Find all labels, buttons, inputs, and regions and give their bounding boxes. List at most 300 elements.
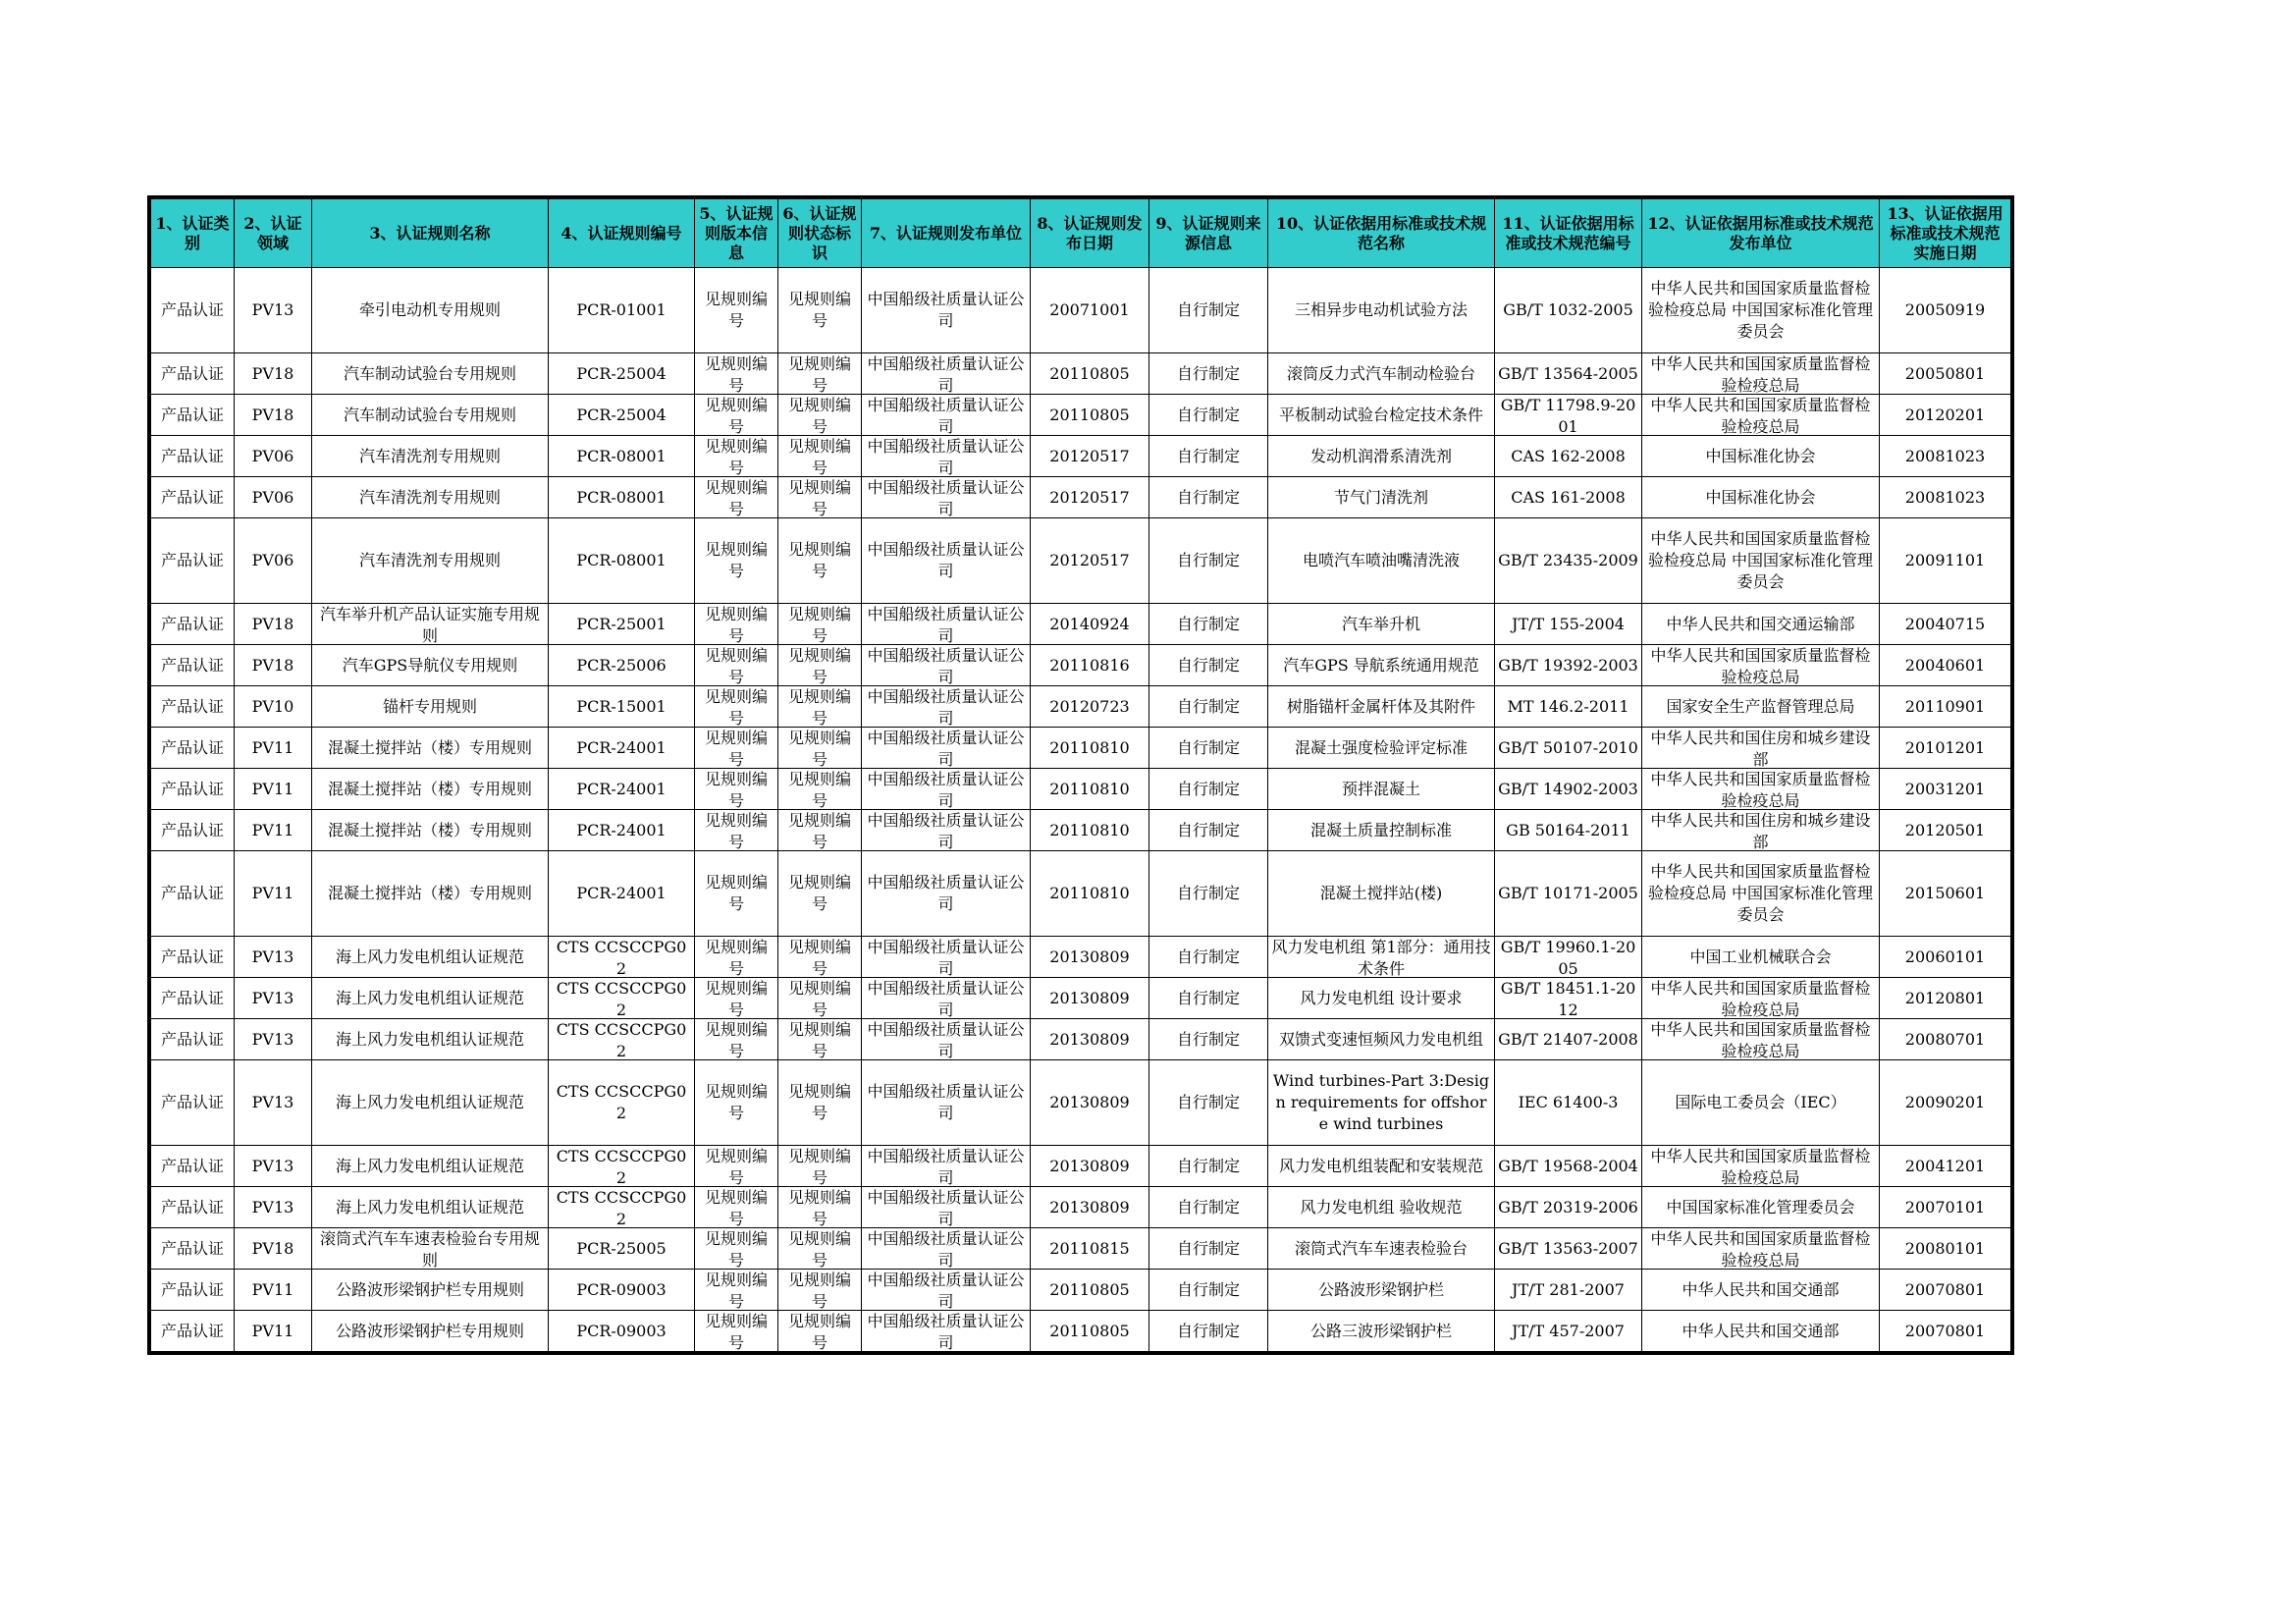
table-cell (862, 810, 1031, 851)
cell-text: 发动机润滑系清洗剂 (1309, 446, 1452, 465)
cell-text: 公路波形梁钢护栏专用规则 (335, 1321, 524, 1340)
table-cell (695, 1187, 778, 1228)
cell-text: 汽车制动试验台专用规则 (343, 405, 516, 424)
table-cell (312, 810, 549, 851)
table-cell (1268, 436, 1495, 477)
table-cell (695, 604, 778, 645)
cell-text: 产品认证 (160, 1279, 224, 1299)
cell-text: 自行制定 (1176, 884, 1240, 902)
cell-text: 20101201 (1904, 737, 1986, 757)
table-cell (312, 1270, 549, 1311)
cell-text: 海上风力发电机组认证规范 (335, 1093, 524, 1111)
cell-text: 自行制定 (1176, 737, 1240, 757)
table-cell (235, 518, 312, 604)
cell-text: 见规则编号 (787, 1020, 851, 1059)
cell-text: 海上风力发电机组认证规范 (335, 1197, 524, 1217)
cell-text: 汽车清洗剂专用规则 (358, 446, 501, 465)
cell-text: 公路波形梁钢护栏 (1317, 1279, 1444, 1299)
cell-text: 自行制定 (1176, 363, 1240, 383)
cell-text: 见规则编号 (704, 729, 768, 768)
cell-text: 中国船级社质量认证公司 (867, 478, 1025, 517)
cell-text: 中华人民共和国住房和城乡建设部 (1650, 811, 1871, 850)
table-row (151, 1146, 2011, 1187)
table-cell (778, 604, 862, 645)
cell-text: 自行制定 (1176, 779, 1240, 798)
cell-text: PV11 (251, 1279, 294, 1299)
table-cell (549, 937, 695, 978)
cell-text: 产品认证 (160, 947, 224, 966)
table-cell (312, 978, 549, 1019)
table-cell (151, 851, 235, 937)
table-cell (778, 1228, 862, 1270)
cell-text: CTS CCSCCPG02 (556, 1082, 687, 1122)
table-cell (1880, 1019, 2011, 1060)
table-cell (1495, 1270, 1642, 1311)
cell-text: 中华人民共和国国家质量监督检验检疫总局 (1650, 979, 1871, 1018)
table-cell (695, 1146, 778, 1187)
cell-text: 20041201 (1904, 1156, 1986, 1175)
cell-text: PV13 (251, 300, 294, 319)
table-row (151, 604, 2011, 645)
table-cell (151, 810, 235, 851)
table-row (151, 851, 2011, 937)
header-cell: 10、认证依据用标准或技术规范名称 (1268, 199, 1495, 268)
cell-text: GB/T 13563-2007 (1498, 1238, 1638, 1258)
table-cell (862, 978, 1031, 1019)
cell-text: 见规则编号 (704, 1020, 768, 1059)
table-cell (549, 518, 695, 604)
table-cell (312, 1187, 549, 1228)
table-cell (1495, 686, 1642, 728)
table-cell (1495, 769, 1642, 810)
header-cell: 6、认证规则状态标识 (778, 199, 862, 268)
cell-text: 见规则编号 (787, 1271, 851, 1310)
header-cell: 12、认证依据用标准或技术规范发布单位 (1642, 199, 1880, 268)
table-cell (235, 769, 312, 810)
table-cell (235, 978, 312, 1019)
cell-text: 中国标准化协会 (1705, 487, 1816, 507)
cell-text: 混凝土搅拌站（楼）专用规则 (327, 884, 532, 902)
cell-text: 自行制定 (1176, 551, 1240, 569)
table-cell (312, 728, 549, 769)
table-cell (695, 436, 778, 477)
table-cell (862, 728, 1031, 769)
cell-text: 产品认证 (160, 884, 224, 902)
table-cell (549, 978, 695, 1019)
table-cell (1495, 1228, 1642, 1270)
cell-text: 20120501 (1904, 820, 1986, 839)
table-cell (151, 518, 235, 604)
cell-text: 见规则编号 (704, 478, 768, 517)
cell-text: 20091101 (1904, 551, 1986, 569)
table-cell (695, 851, 778, 937)
table-cell (1642, 1228, 1880, 1270)
table-cell (695, 395, 778, 436)
cell-text: GB/T 11798.9-2001 (1500, 396, 1636, 435)
table-cell (1495, 1187, 1642, 1228)
table-cell (1268, 978, 1495, 1019)
cell-text: GB/T 10171-2005 (1498, 884, 1638, 902)
table-cell (549, 395, 695, 436)
cell-text: 产品认证 (160, 551, 224, 569)
cell-text: 公路波形梁钢护栏专用规则 (335, 1279, 524, 1299)
table-cell (1031, 1019, 1149, 1060)
cell-text: 牵引电动机专用规则 (358, 300, 501, 319)
cell-text: PV11 (251, 737, 294, 757)
table-cell (1642, 810, 1880, 851)
table-cell (1268, 395, 1495, 436)
table-cell (312, 518, 549, 604)
table-cell (1031, 851, 1149, 937)
cell-text: 中华人民共和国国家质量监督检验检疫总局 中国国家标准化管理委员会 (1647, 862, 1874, 924)
cell-text: 中国船级社质量认证公司 (867, 1312, 1025, 1351)
cell-text: PV13 (251, 1156, 294, 1175)
table-cell (778, 395, 862, 436)
table-cell (1031, 1311, 1149, 1352)
cell-text: 混凝土搅拌站(楼) (1319, 884, 1443, 902)
cell-text: 20150601 (1904, 884, 1986, 902)
table-body (151, 268, 2011, 1352)
table-cell (1031, 518, 1149, 604)
table-cell (549, 268, 695, 353)
table-cell (695, 810, 778, 851)
cell-text: 产品认证 (160, 696, 224, 716)
cell-text: 见规则编号 (704, 1147, 768, 1186)
table-cell (1642, 395, 1880, 436)
cell-text: 产品认证 (160, 779, 224, 798)
cell-text: 自行制定 (1176, 1156, 1240, 1175)
cell-text: 见规则编号 (704, 979, 768, 1018)
cell-text: PCR-25001 (576, 614, 667, 633)
cell-text: PV06 (251, 551, 294, 569)
table-cell (778, 728, 862, 769)
cell-text: 20120517 (1049, 446, 1130, 465)
table-cell (1495, 436, 1642, 477)
table-cell (235, 1060, 312, 1146)
table-row (151, 1187, 2011, 1228)
cell-text: PV06 (251, 446, 294, 465)
cell-text: CTS CCSCCPG02 (556, 1020, 687, 1059)
cell-text: PV13 (251, 947, 294, 966)
cell-text: PCR-24001 (576, 737, 667, 757)
table-cell (1268, 851, 1495, 937)
header-cell: 1、认证类别 (151, 199, 235, 268)
table-cell (1642, 268, 1880, 353)
cell-text: 20031201 (1904, 779, 1986, 798)
cell-text: 锚杆专用规则 (382, 696, 477, 716)
cell-text: 20110816 (1049, 655, 1130, 675)
header-cell: 9、认证规则来源信息 (1149, 199, 1268, 268)
cell-text: PCR-08001 (576, 487, 667, 507)
cell-text: GB/T 1032-2005 (1503, 300, 1633, 319)
table-cell (1880, 686, 2011, 728)
cell-text: 20050919 (1904, 300, 1986, 319)
table-cell (1149, 728, 1268, 769)
cell-text: 自行制定 (1176, 1029, 1240, 1049)
cell-text: 见规则编号 (704, 290, 768, 330)
cell-text: 滚筒式汽车车速表检验台 (1294, 1238, 1468, 1258)
cell-text: 见规则编号 (787, 1188, 851, 1227)
cell-text: 见规则编号 (787, 1312, 851, 1351)
cell-text: 产品认证 (160, 1029, 224, 1049)
table-row (151, 810, 2011, 851)
table-cell (1268, 1060, 1495, 1146)
cell-text: JT/T 155-2004 (1512, 614, 1625, 633)
table-cell (1149, 686, 1268, 728)
header-cell: 11、认证依据用标准或技术规范编号 (1495, 199, 1642, 268)
table-cell (778, 1270, 862, 1311)
cell-text: 中国船级社质量认证公司 (867, 811, 1025, 850)
cell-text: 产品认证 (160, 614, 224, 633)
table-cell (778, 1187, 862, 1228)
table-cell (151, 1146, 235, 1187)
cell-text: 自行制定 (1176, 988, 1240, 1007)
table-cell (1495, 810, 1642, 851)
cell-text: 见规则编号 (704, 1188, 768, 1227)
cell-text: PV18 (251, 655, 294, 675)
cell-text: 20130809 (1049, 1197, 1130, 1217)
cell-text: 20110805 (1049, 363, 1130, 383)
cell-text: 20040601 (1904, 655, 1986, 675)
table-cell (235, 810, 312, 851)
table-cell (312, 1228, 549, 1270)
cell-text: 汽车制动试验台专用规则 (343, 363, 516, 383)
cell-text: 中国船级社质量认证公司 (867, 1147, 1025, 1186)
table-cell (151, 686, 235, 728)
cell-text: 中华人民共和国交通部 (1682, 1321, 1840, 1340)
cell-text: PV18 (251, 1238, 294, 1258)
table-cell (1880, 268, 2011, 353)
cell-text: 平板制动试验台检定技术条件 (1278, 405, 1483, 424)
table-cell (312, 604, 549, 645)
cell-text: PV06 (251, 487, 294, 507)
cell-text: Wind turbines-Part 3:Design requirements for offshore wind turbines (1272, 1071, 1490, 1133)
table-cell (312, 937, 549, 978)
cell-text: GB/T 18451.1-2012 (1500, 979, 1636, 1018)
table-cell (1149, 604, 1268, 645)
table-cell (1495, 353, 1642, 395)
cell-text: 中国国家标准化管理委员会 (1666, 1197, 1855, 1217)
table-cell (151, 477, 235, 518)
table-cell (549, 810, 695, 851)
cell-text: GB/T 20319-2006 (1498, 1197, 1638, 1217)
table-cell (862, 686, 1031, 728)
cell-text: 海上风力发电机组认证规范 (335, 1029, 524, 1049)
table-cell (312, 1060, 549, 1146)
table-cell (1149, 937, 1268, 978)
table-cell (862, 353, 1031, 395)
table-cell (1495, 978, 1642, 1019)
cell-text: 20110805 (1049, 405, 1130, 424)
table-cell (1268, 604, 1495, 645)
table-cell (862, 518, 1031, 604)
cell-text: 自行制定 (1176, 446, 1240, 465)
cell-text: 中国船级社质量认证公司 (867, 1082, 1025, 1122)
cell-text: PV13 (251, 1197, 294, 1217)
table-cell (1149, 978, 1268, 1019)
table-cell (1031, 436, 1149, 477)
cell-text: 汽车举升机产品认证实施专用规则 (319, 605, 540, 644)
cell-text: 见规则编号 (704, 1229, 768, 1269)
table-cell (778, 353, 862, 395)
cell-text: 产品认证 (160, 1197, 224, 1217)
cell-text: 滚筒式汽车车速表检验台专用规则 (319, 1229, 540, 1269)
table-cell (1149, 1060, 1268, 1146)
cell-text: 见规则编号 (787, 540, 851, 580)
cell-text: 双馈式变速恒频风力发电机组 (1278, 1029, 1483, 1049)
table-row (151, 268, 2011, 353)
table-cell (1268, 477, 1495, 518)
table-cell (235, 477, 312, 518)
table-cell (695, 769, 778, 810)
cell-text: CAS 162-2008 (1511, 446, 1626, 465)
cell-text: 产品认证 (160, 1093, 224, 1111)
table-cell (778, 937, 862, 978)
table-cell (235, 1270, 312, 1311)
table-cell (778, 1311, 862, 1352)
table-cell (1268, 937, 1495, 978)
cell-text: 中华人民共和国交通运输部 (1666, 614, 1855, 633)
cell-text: 海上风力发电机组认证规范 (335, 1156, 524, 1175)
cell-text: 汽车GPS 导航系统通用规范 (1283, 655, 1479, 675)
table-cell (549, 436, 695, 477)
cell-text: PCR-25005 (576, 1238, 667, 1258)
table-cell (1268, 810, 1495, 851)
table-cell (1880, 477, 2011, 518)
table-cell (549, 1146, 695, 1187)
cell-text: PCR-24001 (576, 779, 667, 798)
table-cell (151, 604, 235, 645)
cell-text: 风力发电机组 第1部分：通用技术条件 (1271, 938, 1491, 977)
table-cell (862, 604, 1031, 645)
cell-text: 中华人民共和国国家质量监督检验检疫总局 (1650, 1020, 1871, 1059)
table-cell (1268, 1019, 1495, 1060)
table-cell (151, 1228, 235, 1270)
table-cell (312, 477, 549, 518)
cell-text: 见规则编号 (787, 938, 851, 977)
table-cell (695, 1270, 778, 1311)
table-cell (151, 353, 235, 395)
cell-text: CAS 161-2008 (1511, 487, 1626, 507)
table-cell (549, 1228, 695, 1270)
table-cell (1268, 769, 1495, 810)
cell-text: 20050801 (1904, 363, 1986, 383)
cell-text: JT/T 457-2007 (1512, 1321, 1625, 1340)
cell-text: PV18 (251, 363, 294, 383)
cell-text: 20110901 (1904, 696, 1986, 716)
cell-text: 中国船级社质量认证公司 (867, 646, 1025, 685)
cell-text: 中华人民共和国国家质量监督检验检疫总局 (1650, 646, 1871, 685)
cell-text: 风力发电机组 验收规范 (1300, 1197, 1463, 1217)
table-cell (695, 1019, 778, 1060)
table-cell (1880, 728, 2011, 769)
table-cell (862, 937, 1031, 978)
table-cell (862, 1311, 1031, 1352)
table-cell (1149, 436, 1268, 477)
cell-text: 公路三波形梁钢护栏 (1309, 1321, 1452, 1340)
table-cell (862, 1019, 1031, 1060)
table-cell (1149, 851, 1268, 937)
table-cell (312, 851, 549, 937)
cell-text: 见规则编号 (787, 729, 851, 768)
table-row (151, 1228, 2011, 1270)
table-cell (549, 728, 695, 769)
cell-text: PCR-24001 (576, 884, 667, 902)
cell-text: PV11 (251, 820, 294, 839)
table-row (151, 395, 2011, 436)
table-cell (312, 686, 549, 728)
table-cell (235, 937, 312, 978)
table-cell (1495, 851, 1642, 937)
cell-text: PCR-25004 (576, 405, 667, 424)
table-cell (1495, 1146, 1642, 1187)
table-cell (1031, 353, 1149, 395)
cell-text: 节气门清洗剂 (1333, 487, 1428, 507)
cell-text: 中华人民共和国国家质量监督检验检疫总局 (1650, 396, 1871, 435)
table-cell (1642, 518, 1880, 604)
table-cell (1031, 645, 1149, 686)
table-cell (1495, 1311, 1642, 1352)
table-cell (778, 769, 862, 810)
table-cell (549, 477, 695, 518)
table-cell (235, 1019, 312, 1060)
cell-text: 20130809 (1049, 1156, 1130, 1175)
table-cell (151, 978, 235, 1019)
table-cell (778, 1060, 862, 1146)
table-cell (1495, 937, 1642, 978)
cell-text: 见规则编号 (704, 605, 768, 644)
cell-text: 见规则编号 (787, 873, 851, 913)
cell-text: 20110805 (1049, 1321, 1130, 1340)
table-cell (1642, 1187, 1880, 1228)
cell-text: 混凝土搅拌站（楼）专用规则 (327, 779, 532, 798)
table-cell (1495, 728, 1642, 769)
table-cell (1031, 395, 1149, 436)
table-cell (1149, 1146, 1268, 1187)
cell-text: 中国船级社质量认证公司 (867, 354, 1025, 394)
table-cell (1880, 645, 2011, 686)
cell-text: 产品认证 (160, 988, 224, 1007)
cell-text: 中国船级社质量认证公司 (867, 437, 1025, 476)
header-cell: 5、认证规则版本信息 (695, 199, 778, 268)
cell-text: 20130809 (1049, 1093, 1130, 1111)
cell-text: 产品认证 (160, 446, 224, 465)
table-cell (1268, 1228, 1495, 1270)
header-row (151, 199, 2011, 268)
cell-text: 中国船级社质量认证公司 (867, 396, 1025, 435)
cell-text: 自行制定 (1176, 947, 1240, 966)
cell-text: 20040715 (1904, 614, 1986, 633)
table-cell (1642, 436, 1880, 477)
table-cell (1642, 1270, 1880, 1311)
table-cell (1642, 851, 1880, 937)
cell-text: CTS CCSCCPG02 (556, 1188, 687, 1227)
table-cell (1268, 1187, 1495, 1228)
table-cell (312, 1311, 549, 1352)
cell-text: 20130809 (1049, 947, 1130, 966)
table-cell (778, 436, 862, 477)
cell-text: 国家安全生产监督管理总局 (1666, 696, 1855, 716)
cell-text: 中国船级社质量认证公司 (867, 770, 1025, 809)
cell-text: 见规则编号 (704, 938, 768, 977)
table-cell (312, 1146, 549, 1187)
table-cell (695, 518, 778, 604)
cell-text: 中国工业机械联合会 (1689, 947, 1832, 966)
table-cell (862, 851, 1031, 937)
table-cell (1642, 937, 1880, 978)
cell-text: 见规则编号 (787, 1229, 851, 1269)
table-cell (1149, 268, 1268, 353)
